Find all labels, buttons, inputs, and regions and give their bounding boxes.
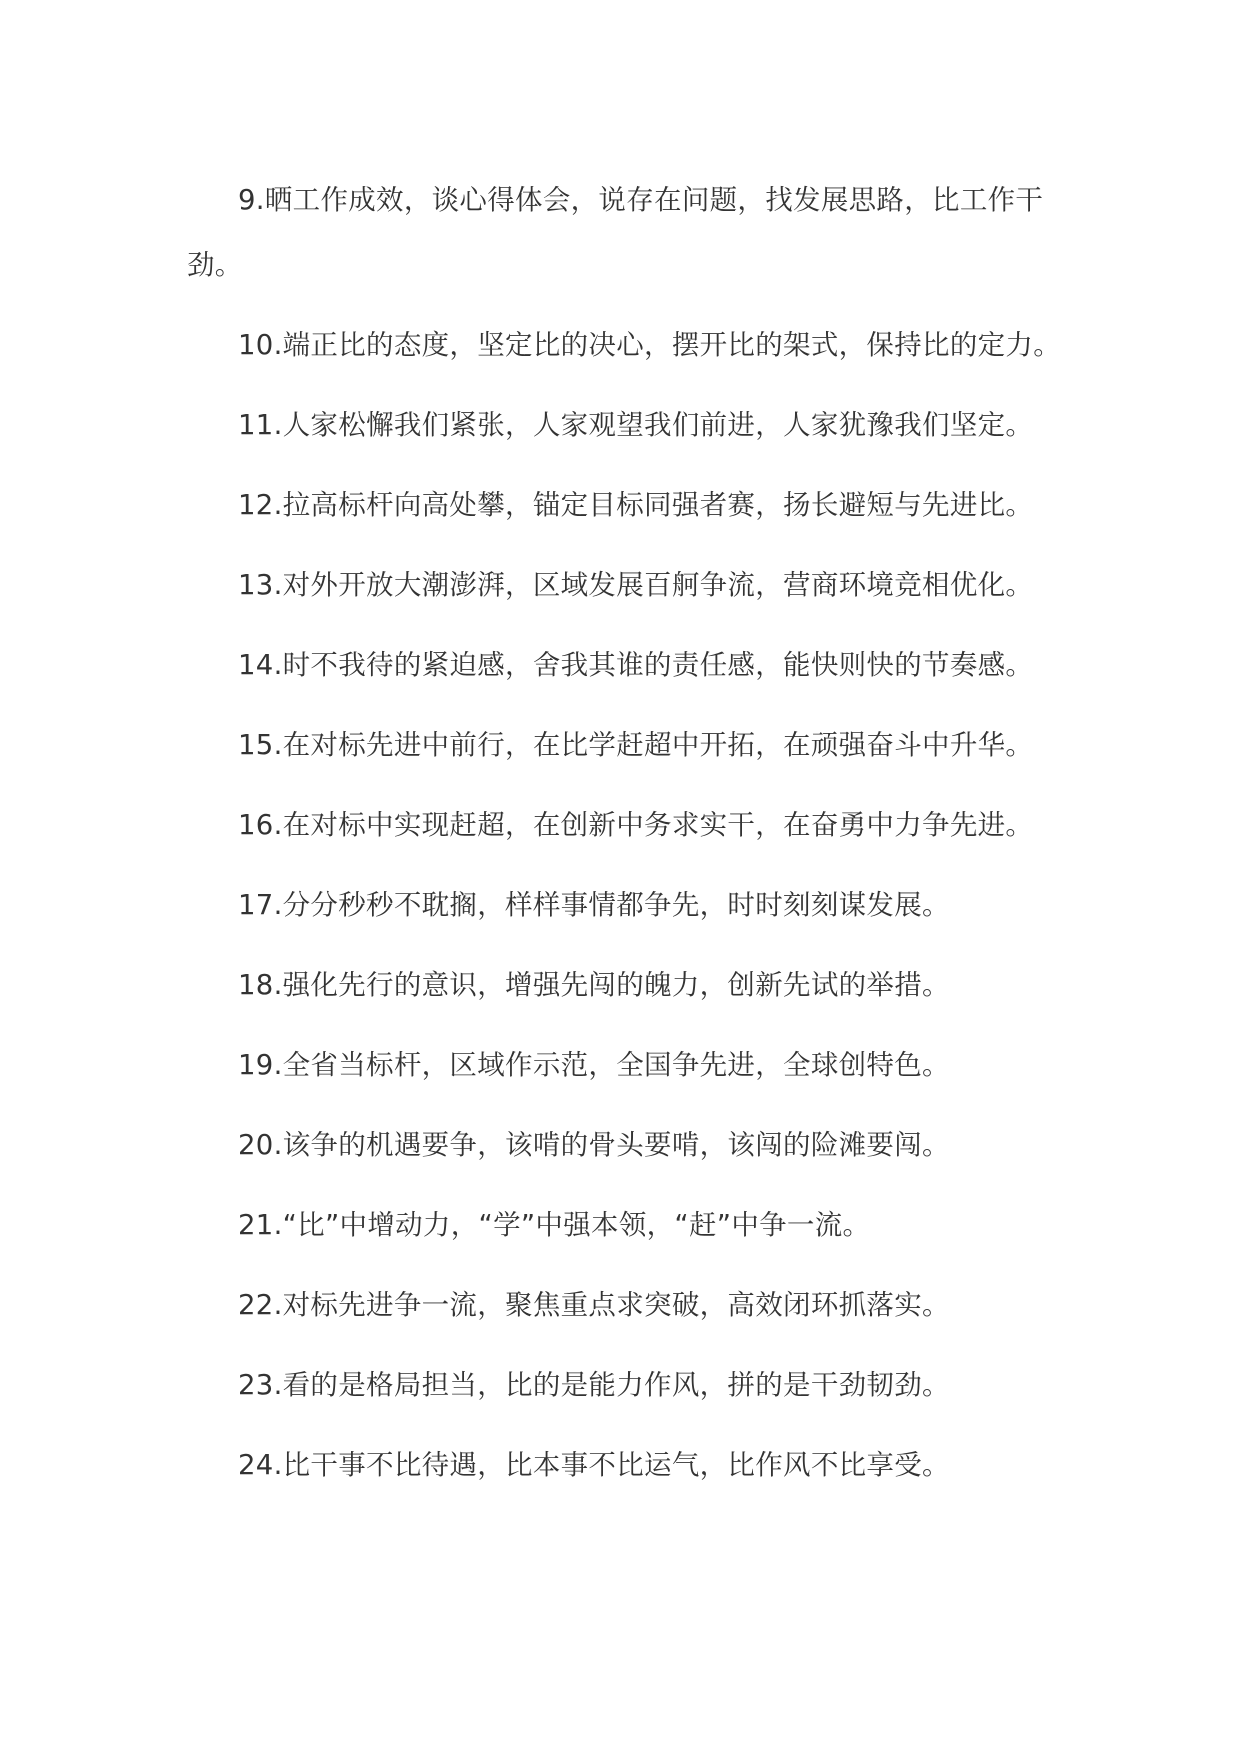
paragraph-15: 15.在对标先进中前行，在比学赶超中开拓，在顽强奋斗中升华。 bbox=[238, 729, 1034, 761]
paragraph-10: 10.端正比的态度，坚定比的决心，摆开比的架式，保持比的定力。 bbox=[238, 329, 1062, 361]
paragraph-18: 18.强化先行的意识，增强先闯的魄力，创新先试的举措。 bbox=[238, 969, 950, 1001]
paragraph-12: 12.拉高标杆向高处攀，锚定目标同强者赛，扬长避短与先进比。 bbox=[238, 489, 1034, 521]
paragraph-11: 11.人家松懈我们紧张，人家观望我们前进，人家犹豫我们坚定。 bbox=[238, 409, 1034, 441]
paragraph-22: 22.对标先进争一流，聚焦重点求突破，高效闭环抓落实。 bbox=[238, 1289, 950, 1321]
paragraph-20: 20.该争的机遇要争，该啃的骨头要啃，该闯的险滩要闯。 bbox=[238, 1129, 950, 1161]
paragraph-17: 17.分分秒秒不耽搁，样样事情都争先，时时刻刻谋发展。 bbox=[238, 889, 950, 921]
paragraph-9: 9.晒工作成效，谈心得体会，说存在问题，找发展思路，比工作干劲。 bbox=[187, 184, 1044, 281]
document-body bbox=[187, 168, 1067, 1513]
paragraph-16: 16.在对标中实现赶超，在创新中务求实干，在奋勇中力争先进。 bbox=[238, 809, 1034, 841]
paragraph-21: 21.“比”中增动力，“学”中强本领，“赶”中争一流。 bbox=[238, 1209, 871, 1241]
paragraph-13: 13.对外开放大潮澎湃，区域发展百舸争流，营商环境竞相优化。 bbox=[238, 569, 1034, 601]
paragraph-24: 24.比干事不比待遇，比本事不比运气，比作风不比享受。 bbox=[238, 1449, 950, 1481]
paragraph-19: 19.全省当标杆，区域作示范，全国争先进，全球创特色。 bbox=[238, 1049, 950, 1081]
paragraph-14: 14.时不我待的紧迫感，舍我其谁的责任感，能快则快的节奏感。 bbox=[238, 649, 1034, 681]
paragraph-23: 23.看的是格局担当，比的是能力作风，拼的是干劲韧劲。 bbox=[238, 1369, 950, 1401]
